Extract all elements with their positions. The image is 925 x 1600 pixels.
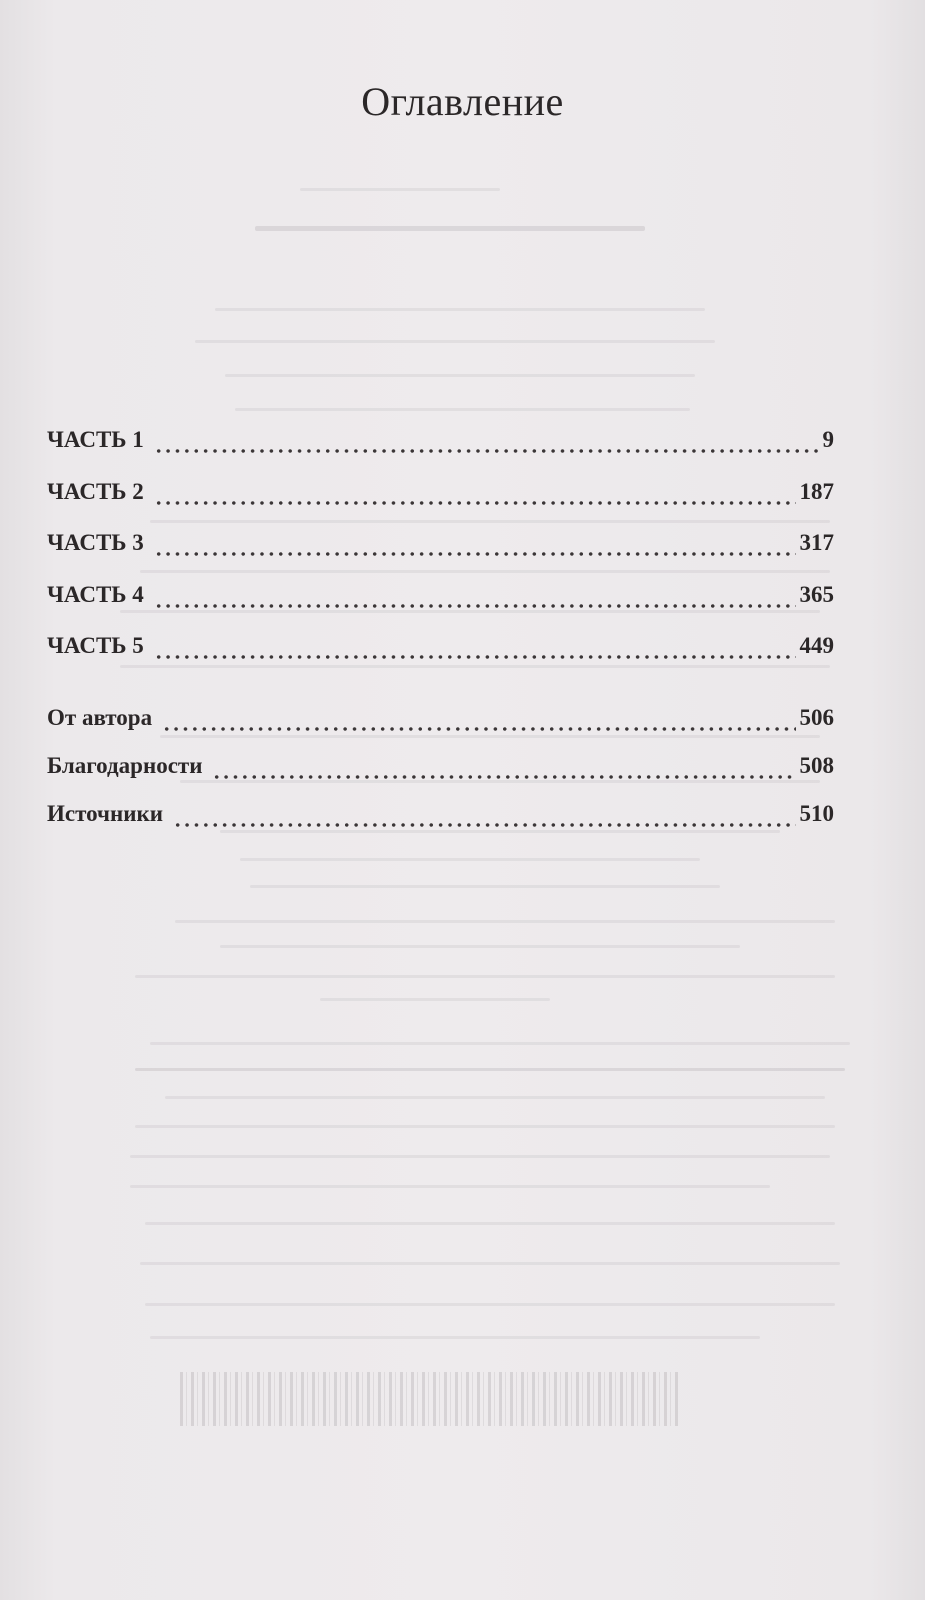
toc-entry-label: Благодарности (47, 753, 203, 778)
toc-entry-page: 365 (799, 582, 834, 607)
show-through-barcode (180, 1372, 680, 1426)
toc-entry (47, 530, 834, 564)
dot-leader (154, 449, 819, 453)
dot-leader (162, 727, 795, 731)
toc-entry-label: ЧАСТЬ 3 (47, 530, 144, 555)
dot-leader (154, 655, 796, 659)
toc-entry-page: 187 (799, 479, 834, 504)
toc-entry-page: 317 (799, 530, 834, 555)
toc-entry-page: 449 (799, 633, 834, 658)
toc-entry (47, 582, 834, 616)
toc-entry (47, 427, 834, 461)
toc-title: Оглавление (361, 79, 564, 124)
toc-entry-page: 508 (799, 753, 834, 778)
toc-entry-label: Источники (47, 801, 163, 826)
toc-entry-page: 506 (799, 705, 834, 730)
toc-entry-label: ЧАСТЬ 4 (47, 582, 144, 607)
dot-leader (173, 823, 796, 827)
toc-entry-page: 9 (822, 427, 834, 452)
dot-leader (154, 604, 796, 608)
dot-leader (212, 775, 795, 779)
toc-entry-label: От автора (47, 705, 153, 730)
dot-leader (154, 552, 796, 556)
toc-entry (47, 705, 834, 739)
toc-entry (47, 753, 834, 787)
toc-entry (47, 633, 834, 667)
toc-entry-label: ЧАСТЬ 5 (47, 633, 144, 658)
toc-entry-page: 510 (799, 801, 834, 826)
toc-entry (47, 801, 834, 835)
dot-leader (154, 501, 796, 505)
toc-entry (47, 479, 834, 513)
toc-entry-label: ЧАСТЬ 2 (47, 479, 144, 504)
toc-entry-label: ЧАСТЬ 1 (47, 427, 144, 452)
